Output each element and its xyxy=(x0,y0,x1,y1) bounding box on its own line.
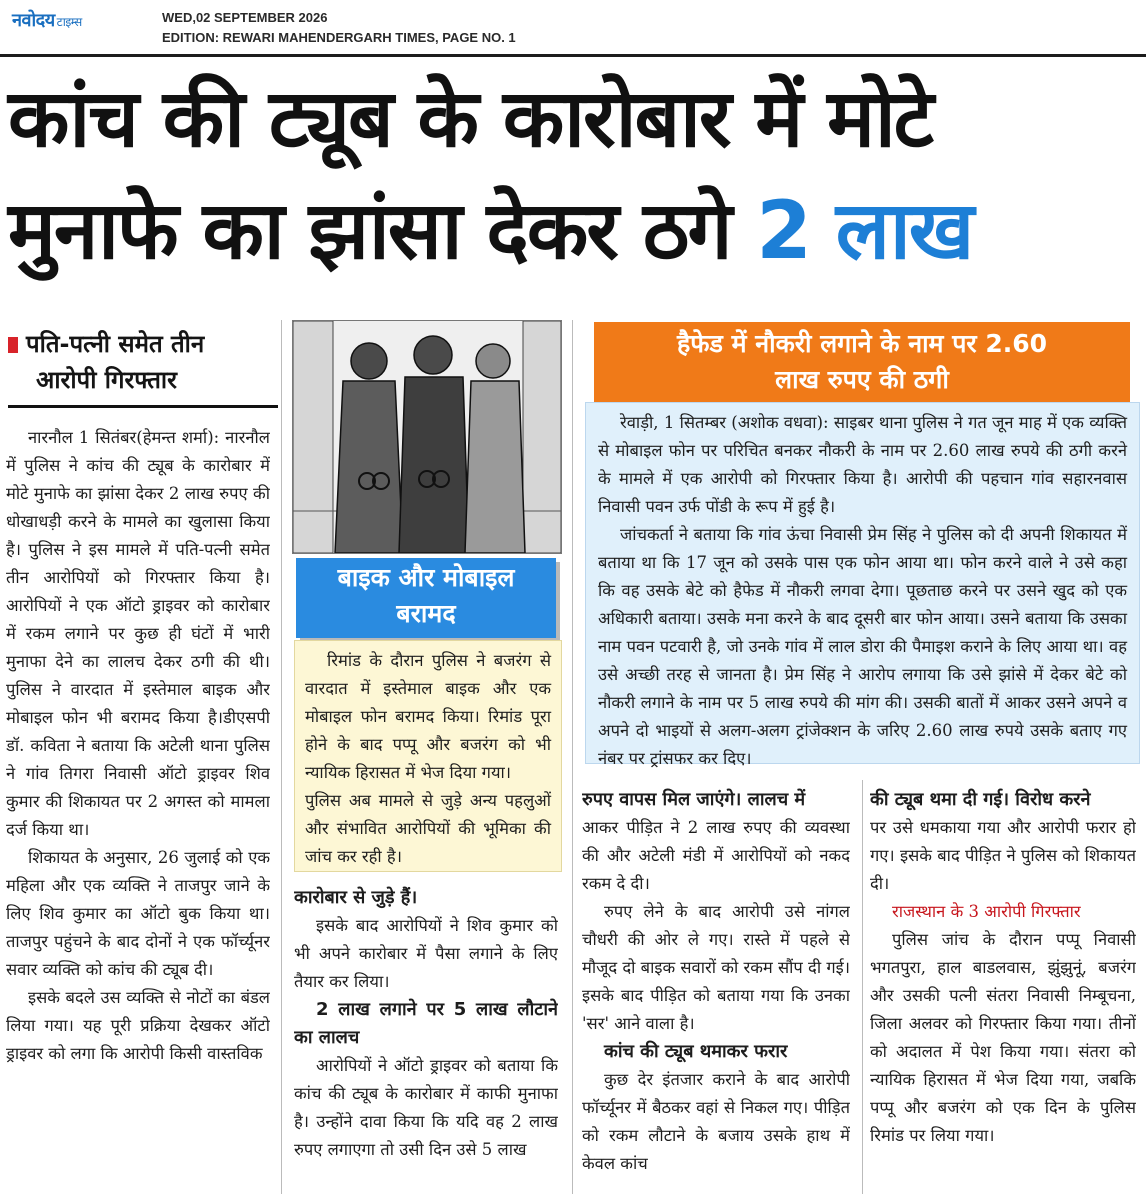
column-divider xyxy=(572,320,573,1194)
recovery-box-title xyxy=(296,558,556,638)
main-story-column-1 xyxy=(6,424,270,1194)
main-story-column-3 xyxy=(582,786,850,1194)
hafed-story-body xyxy=(585,402,1140,768)
red-bullet-icon xyxy=(8,337,18,353)
column-4-red-subhead: राजस्थान के 3 आरोपी गिरफ्तार xyxy=(892,902,1081,921)
story-paragraph: पर उसे धमकाया गया और आरोपी फरार हो गए। इसके बाद पीड़ित ने पुलिस को शिकायत दी। xyxy=(870,818,1136,893)
recovery-title-line-2: बरामद xyxy=(396,599,456,628)
headline-amount: 2 लाख xyxy=(756,184,973,277)
hafed-paragraph: रेवाड़ी, 1 सितम्बर (अशोक वधवा): साइबर थाना पुलिस ने गत जून माह में एक व्यक्ति से मोबाइल फोन पर परिचित बनकर नौकरी के नाम पर 2.60 लाख रुपये की ठगी करने के मामले में एक आरोपी को गिरफ्तार किया है। आरोपी की पहचान गांव सहारनवास निवासी पवन उर्फ पोंडी के रूप में हुई है। xyxy=(598,413,1127,516)
column-divider xyxy=(281,320,282,1194)
story-paragraph: कुछ देर इंतजार कराने के बाद आरोपी फॉर्च्यूनर में बैठकर वहां से निकल गए। पीड़ित को रकम लौटाने के बजाय उसके हाथ में केवल कांच xyxy=(582,1070,850,1173)
edition-date: WED,02 SEPTEMBER 2026 xyxy=(162,10,328,25)
subhead-rule xyxy=(8,405,278,408)
publication-logo xyxy=(12,8,82,32)
column-2-subhead: 2 लाख लगाने पर 5 लाख लौटाने का लालच xyxy=(294,999,558,1048)
hafed-title-line-2: लाख रुपए की ठगी xyxy=(775,365,949,394)
main-story-subhead xyxy=(8,326,273,398)
main-story-column-4 xyxy=(870,786,1136,1194)
recovery-title-line-1: बाइक और मोबाइल xyxy=(337,563,515,592)
story-paragraph: नारनौल 1 सितंबर(हेमन्त शर्मा): नारनौल में पुलिस ने कांच की ट्यूब के कारोबार में मोटे मुनाफे का झांसा देकर 2 लाख रुपए की धोखाधड़ी करने के मामले का खुलासा किया है। पुलिस ने इस मामले में पति-पत्नी समेत तीन आरोपियों को गिरफ्तार किया है। आरोपियों ने एक ऑटो ड्राइवर को कारोबार में रकम लगाने पर कुछ ही घंटों में भारी मुनाफा देने का लालच देकर ठगी की थी। पुलिस ने वारदात में इस्तेमाल बाइक और मोबाइल फोन भी बरामद किया है।डीएसपी डॉ. कविता ने बताया कि अटेली थाना पुलिस ने गांव तिगरा निवासी ऑटो ड्राइवर शिव कुमार की शिकायत पर 2 अगस्त को मामला दर्ज किया था। xyxy=(6,428,270,839)
column-3-subhead: कांच की ट्यूब थमाकर फरार xyxy=(604,1041,788,1062)
column-4-lead: की ट्यूब थमा दी गई। विरोध करने xyxy=(870,789,1091,810)
story-paragraph: इसके बदले उस व्यक्ति से नोटों का बंडल लिया गया। यह पूरी प्रक्रिया देखकर ऑटो ड्राइवर को लगा कि आरोपी किसी वास्तविक xyxy=(6,988,270,1063)
hafed-title-line-1: हैफेड में नौकरी लगाने के नाम पर 2.60 xyxy=(676,329,1048,358)
edition-page: EDITION: REWARI MAHENDERGARH TIMES, PAGE NO. 1 xyxy=(162,30,516,45)
recovery-paragraph: पुलिस अब मामले से जुड़े अन्य पहलुओं और संभावित आरोपियों की भूमिका की जांच कर रही है। xyxy=(305,791,551,866)
column-divider xyxy=(862,780,863,1194)
edition-info xyxy=(162,8,516,48)
hafed-paragraph: जांचकर्ता ने बताया कि गांव ऊंचा निवासी प्रेम सिंह ने पुलिस को दी अपनी शिकायत में बताया था कि 17 जून को उसके पास एक फोन आया था। फोन करने वाले ने उसे कहा कि वह उसके बेटे को हैफेड में नौकरी लगवा देगा। पूछताछ करने पर उसने खुद को एक अधिकारी बताया। उसके मना करने के बाद दूसरी बार फोन आया। उसने बताया कि उसका नाम पवन पटवारी है, जो उनके गांव में लाल डोरा की पैमाइश कराने के लिए आया था। वह उसे अच्छी तरह से जानता है। प्रेम सिंह ने आरोप लगाया कि उसे झांसे में देकर बेटे को नौकरी लगाने के नाम पर 5 लाख रुपये की मांग की। उसकी बातों में आकर उसने अपने व अपने दो भाइयों से अलग-अलग ट्रांजेक्शन के जरिए 2.60 लाख रुपये उसके बताए गए नंबर पर ट्रांसफर कर दिए। xyxy=(598,525,1127,768)
subhead-line-1: पति-पत्नी समेत तीन xyxy=(26,330,205,358)
story-paragraph: इसके बाद आरोपियों ने शिव कुमार को भी अपने कारोबार में पैसा लगाने के लिए तैयार कर लिया। xyxy=(294,916,558,991)
hafed-story-title xyxy=(594,322,1130,408)
arrest-illustration xyxy=(292,320,562,554)
subhead-line-2: आरोपी गिरफ्तार xyxy=(36,366,177,394)
headline-line-1: कांच की ट्यूब के कारोबार में मोटे xyxy=(8,72,932,165)
main-story-column-2 xyxy=(294,884,558,1194)
story-paragraph: पुलिस जांच के दौरान पप्पू निवासी भगतपुरा, हाल बाडलवास, झुंझुनूं, बजरंग और उसकी पत्नी संतरा निवासी निम्बूचना, जिला अलवर को गिरफ्तार किया गया। तीनों को अदालत में पेश किया गया। संतरा को न्यायिक हिरासत में भेज दिया गया, जबकि पप्पू और बजरंग को एक दिन के पुलिस रिमांड पर लिया गया। xyxy=(870,930,1136,1145)
story-paragraph: शिकायत के अनुसार, 26 जुलाई को एक महिला और एक व्यक्ति ने ताजपुर जाने के लिए शिव कुमार का ऑटो बुक किया था। ताजपुर पहुंचने के बाद दोनों ने एक फॉर्च्यूनर सवार व्यक्ति को कांच की ट्यूब दी। xyxy=(6,848,270,979)
story-paragraph: आकर पीड़ित ने 2 लाख रुपए की व्यवस्था की और अटेली मंडी में आरोपियों को नकद रकम दे दी। xyxy=(582,818,850,893)
column-2-lead: कारोबार से जुड़े हैं। xyxy=(294,887,418,908)
recovery-box xyxy=(294,640,562,872)
arrest-illustration-graphic xyxy=(293,321,561,553)
recovery-paragraph: रिमांड के दौरान पुलिस ने बजरंग से वारदात में इस्तेमाल बाइक और एक मोबाइल फोन बरामद किया। रिमांड पूरा होने के बाद पप्पू और बजरंग को भी न्यायिक हिरासत में भेज दिया गया। xyxy=(305,651,551,782)
logo-text: नवोदय xyxy=(12,10,55,31)
headline-line-2-main: मुनाफे का झांसा देकर ठगे xyxy=(8,184,731,277)
column-3-lead: रुपए वापस मिल जाएंगे। लालच में xyxy=(582,789,806,810)
story-paragraph: आरोपियों ने ऑटो ड्राइवर को बताया कि कांच की ट्यूब के कारोबार में काफी मुनाफा है। उन्होंने दावा किया कि यदि वह 2 लाख रुपए लगाएगा तो उसी दिन उसे 5 लाख xyxy=(294,1056,558,1159)
story-paragraph: रुपए लेने के बाद आरोपी उसे नांगल चौधरी की ओर ले गए। रास्ते में पहले से मौजूद दो बाइक सवारों को रकम सौंप दी गई। इसके बाद पीड़ित को बताया गया कि उनका 'सर' आने वाला है। xyxy=(582,902,850,1033)
logo-subtext: टाइम्स xyxy=(56,15,82,29)
headline-line-2 xyxy=(8,176,1138,286)
